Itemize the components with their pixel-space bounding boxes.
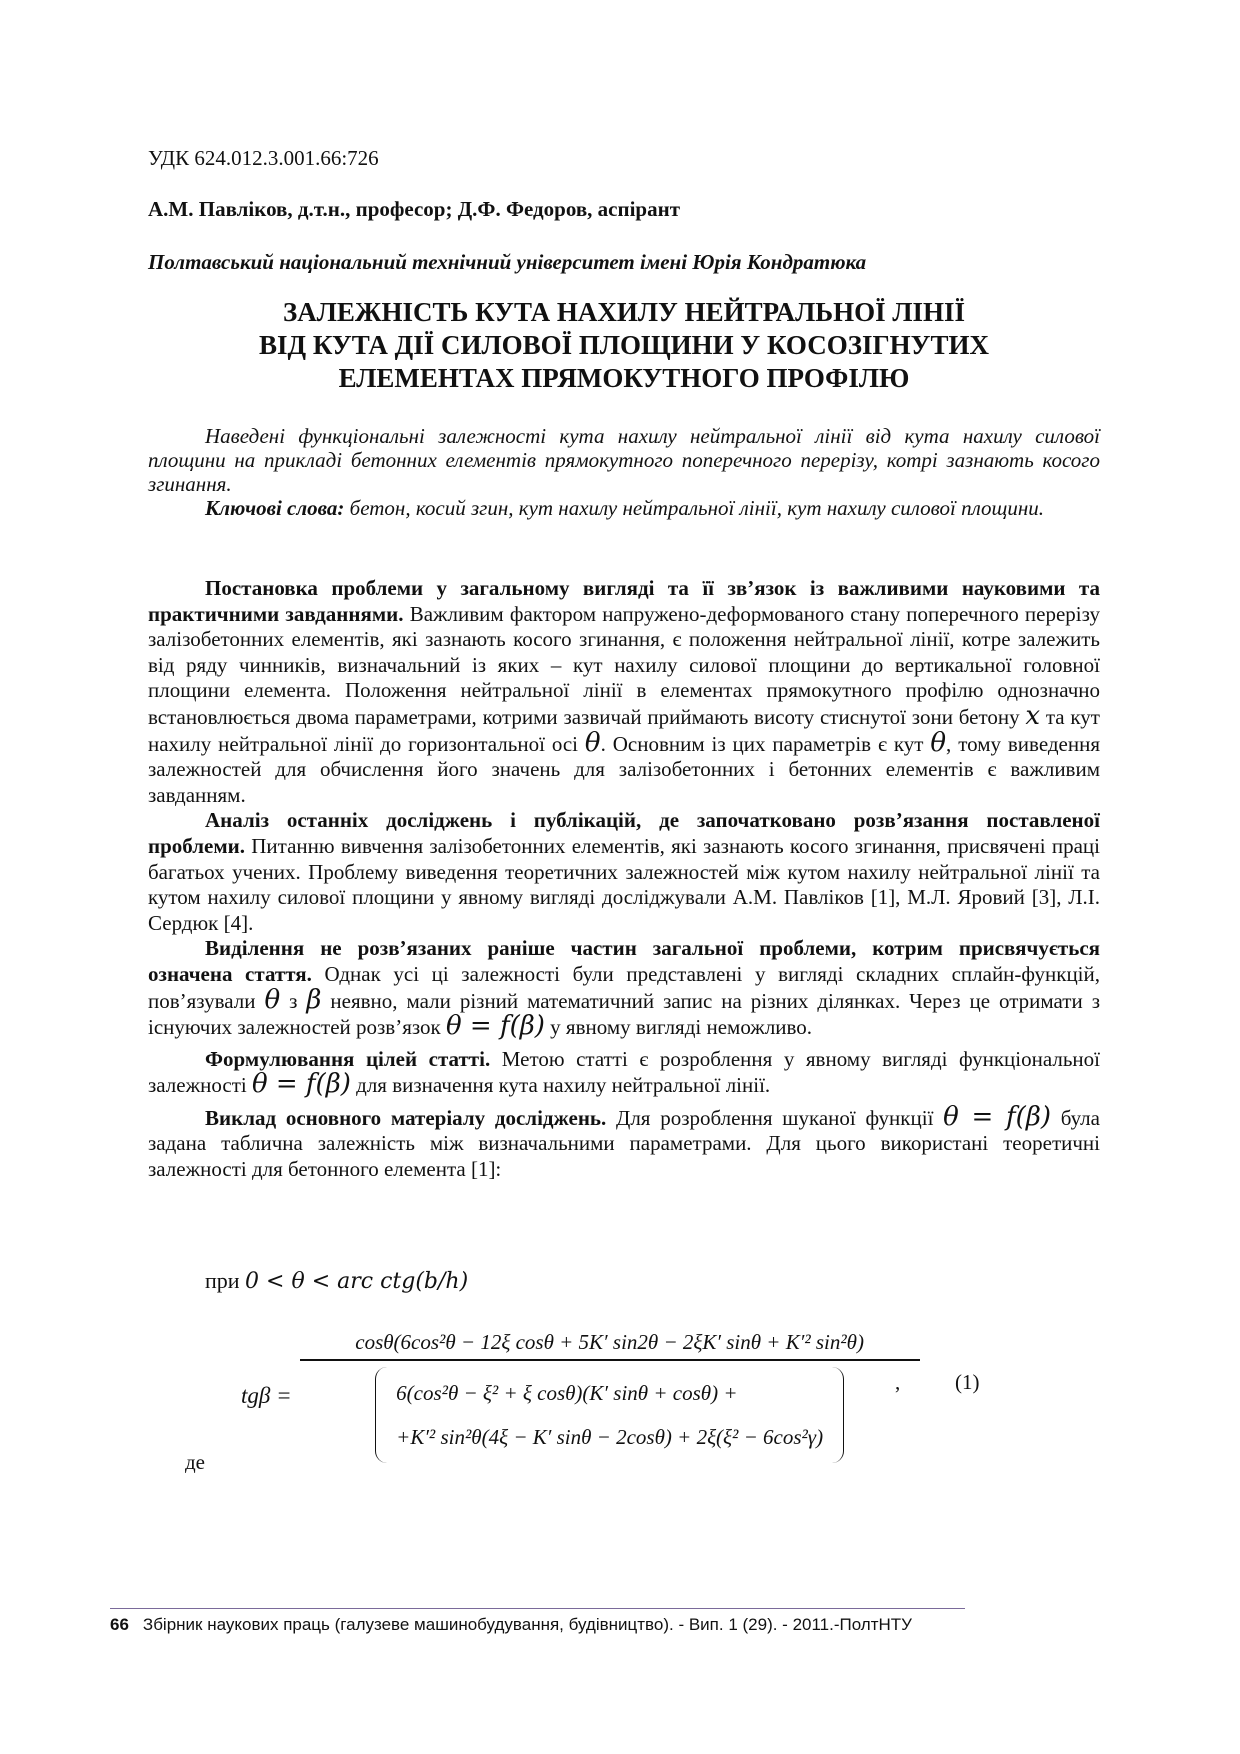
text: з (280, 988, 307, 1013)
title-line: ЗАЛЕЖНІСТЬ КУТА НАХИЛУ НЕЙТРАЛЬНОЇ ЛІНІЇ (282, 297, 966, 327)
text: була задана таблична залежність між визначальними параметрами. Для цього використані теоретичні залежності для бетонного елемента [1]: (148, 1105, 1100, 1182)
paragraph-goals (148, 1047, 1100, 1099)
paragraph-unsolved (148, 936, 1100, 1040)
text: , тому виведення залежностей для обчислення його значень для залізобетонних і бетонних елементів є важливим завданням. (148, 731, 1101, 807)
math: θ = f(β) (446, 1011, 545, 1042)
paragraph-problem (148, 576, 1100, 808)
text: . Основним із цих параметрів є кут (600, 731, 931, 756)
text: Однак усі ці залежності були представлені у вигляді складних сплайн-функцій, пов’язували (148, 961, 1101, 1013)
section-heading: Виділення не розв’язаних раніше частин загальної проблеми, котрим присвячується означена стаття. (148, 936, 1100, 986)
math: θ = f(β) (251, 1069, 351, 1100)
text: та кут нахилу нейтральної лінії до горизонтальної осі (148, 704, 1100, 756)
equation-number: (1) (955, 1370, 980, 1394)
where-label: де (185, 1450, 206, 1474)
numerator: cosθ(6cos²θ − 12ξ cosθ + 5K′ sin2θ − 2ξK′ sinθ + K′² sin²θ) (355, 1330, 864, 1354)
condition-prefix: при (205, 1268, 246, 1293)
text: для визначення кута нахилу нейтральної лінії. (350, 1073, 771, 1098)
udk-code: УДК 624.012.3.001.66:726 (148, 146, 379, 170)
paragraph-main (148, 1101, 1100, 1183)
equation-condition (205, 1268, 468, 1294)
text: Важливим фактором напружено-деформованого стану поперечного перерізу залізобетонних елементів, які зазнають косого згинання, є положення нейтральної лінії, котре залежить від ряду чинників, визначальний із яких – кут нахилу силової площини до вертикальної головної площини елемента. Положення нейтральної лінії в елементах прямокутного профілю однозначно встановлюється двома параметрами, котрими зазвичай приймають висоту стиснутої зони бетону (148, 601, 1100, 729)
text: Для розроблення шуканої функції (606, 1105, 944, 1130)
math: θ = f(β) (943, 1101, 1051, 1132)
section-heading: Виклад основного матеріалу досліджень. (205, 1105, 607, 1130)
math: x (1025, 700, 1041, 731)
math: θ (930, 727, 947, 758)
math: β (306, 984, 322, 1015)
math: θ (584, 727, 601, 758)
math: θ (264, 984, 281, 1015)
text: Метою статті є розроблення у явному вигляді функціональної залежності (148, 1046, 1100, 1098)
denominator (375, 1367, 844, 1463)
page-footer (110, 1608, 965, 1635)
title-line: ВІД КУТА ДІЇ СИЛОВОЇ ПЛОЩИНИ У КОСОЗІГНУТИХ (259, 330, 989, 360)
journal-citation: Збірник наукових праць (галузеве машинобудування, будівництво). - Вип. 1 (29). - 2011.-ПолтНТУ (142, 1615, 912, 1634)
denominator-line: +K′² sin²θ(4ξ − K′ sinθ − 2cosθ) + 2ξ(ξ² − 6cos²γ) (396, 1424, 824, 1449)
keywords-label: Ключові слова: (205, 496, 345, 520)
body-text (148, 576, 1100, 1183)
affiliation: Полтавський національний технічний університет імені Юрія Кондратюка (148, 250, 867, 274)
section-heading: Постановка проблеми у загальному вигляді та її зв’язок із важливими науковими та практичними завданнями. (148, 576, 1100, 626)
abstract (148, 424, 1100, 520)
equation-body (241, 1330, 920, 1463)
abstract-text: Наведені функціональні залежності кута нахилу нейтральної лінії від кута нахилу силової площини на прикладі бетонних елементів прямокутного поперечного перерізу, котрі зазнають косого згинання. (148, 424, 1100, 496)
equation-comma: , (895, 1370, 901, 1394)
paper-title (148, 296, 1100, 395)
keywords-text: бетон, косий згин, кут нахилу нейтральної лінії, кут нахилу силової площини. (344, 496, 1045, 520)
section-heading: Аналіз останніх досліджень і публікацій, де започатковано розв’язання поставленої проблеми. (148, 808, 1100, 858)
text: Питанню вивчення залізобетонних елементів, які зазнають косого згинання, присвячені праці багатьох учених. Проблему виведення теоретичних залежностей між кутом нахилу нейтральної лінії та кутом нахилу силової площини у явному вигляді досліджували А.М. Павліков [1], М.Л. Яровий [3], Л.І. Сердюк [4]. (148, 833, 1100, 935)
fraction-bar (300, 1359, 920, 1361)
page-number: 66 (110, 1615, 129, 1634)
text: неявно, мали різний математичний запис на різних ділянках. Через це отримати з існуючих залежностей розв’язок (148, 988, 1100, 1040)
text: у явному вигляді неможливо. (544, 1015, 813, 1040)
denominator-line: 6(cos²θ − ξ² + ξ cosθ)(K′ sinθ + cosθ) + (396, 1380, 738, 1405)
fraction (300, 1330, 920, 1463)
condition-math: 0 < θ < arc ctg(b/h) (245, 1269, 469, 1294)
equation-lhs: tgβ = (241, 1383, 292, 1409)
authors: А.М. Павліков, д.т.н., професор; Д.Ф. Федоров, аспірант (148, 197, 681, 221)
paragraph-analysis (148, 808, 1100, 936)
keywords (148, 496, 1100, 520)
section-heading: Формулювання цілей статті. (205, 1046, 491, 1071)
title-line: ЕЛЕМЕНТАХ ПРЯМОКУТНОГО ПРОФІЛЮ (338, 363, 910, 393)
